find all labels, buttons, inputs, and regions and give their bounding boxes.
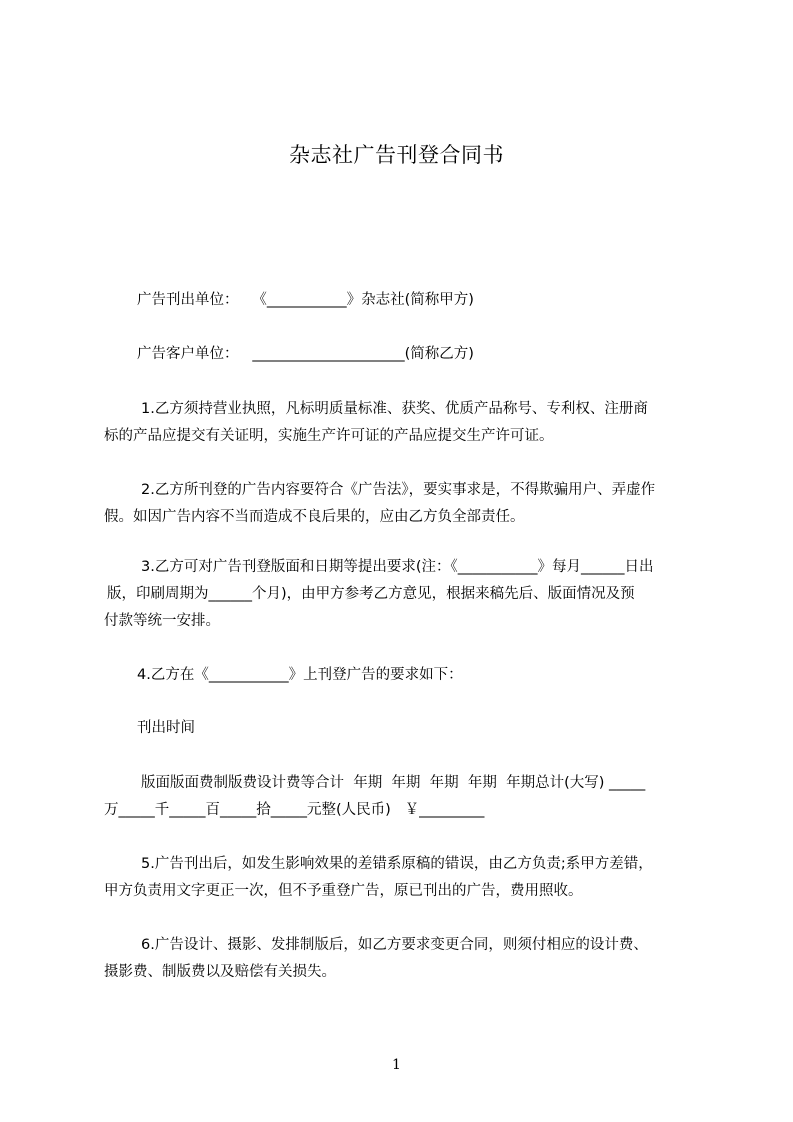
- fee-line-1: 版面版面费制版费设计费等合计 年期 年期 年期 年期 年期总计(大写) _____: [141, 775, 646, 791]
- clause-1-line-1: 1.乙方须持营业执照，凡标明质量标准、获奖、优质产品称号、专利权、注册商: [141, 401, 648, 417]
- clause-6-line-1: 6.广告设计、摄影、发排制版后，如乙方要求变更合同，则须付相应的设计费、: [141, 937, 648, 953]
- client-line: 广告客户单位： _____________________(简称乙方): [137, 346, 474, 362]
- clause-2-line-2: 假。如因广告内容不当而造成不良后果的，应由乙方负全部责任。: [104, 509, 525, 525]
- publisher-line: 广告刊出单位： 《___________》杂志社(简称甲方): [137, 292, 474, 308]
- clause-3-line-2: 版，印刷周期为______个月)，由甲方参考乙方意见，根据来稿先后、版面情况及预: [107, 586, 635, 602]
- clause-1-line-2: 标的产品应提交有关证明，实施生产许可证的产品应提交生产许可证。: [104, 428, 554, 444]
- publish-time-label: 刊出时间: [137, 720, 195, 736]
- clause-3-line-1: 3.乙方可对广告刊登版面和日期等提出要求(注：《___________》每月______日出: [141, 559, 654, 575]
- page-number: 1: [392, 1057, 401, 1073]
- clause-2-line-1: 2.乙方所刊登的广告内容要符合《广告法》，要实事求是，不得欺骗用户、弄虚作: [141, 482, 656, 498]
- clause-6-line-2: 摄影费、制版费以及赔偿有关损失。: [104, 964, 336, 980]
- clause-5-line-1: 5.广告刊出后，如发生影响效果的差错系原稿的错误，由乙方负责;系甲方差错，: [141, 856, 653, 872]
- clause-3-line-3: 付款等统一安排。: [104, 613, 220, 629]
- clause-4: 4.乙方在《___________》上刊登广告的要求如下：: [137, 667, 463, 683]
- fee-line-2: 万_____千_____百_____拾_____元整(人民币) ￥_________: [104, 802, 485, 818]
- clause-5-line-2: 甲方负责用文字更正一次，但不予重登广告，原已刊出的广告，费用照收。: [104, 883, 583, 899]
- document-title: 杂志社广告刊登合同书: [289, 143, 504, 167]
